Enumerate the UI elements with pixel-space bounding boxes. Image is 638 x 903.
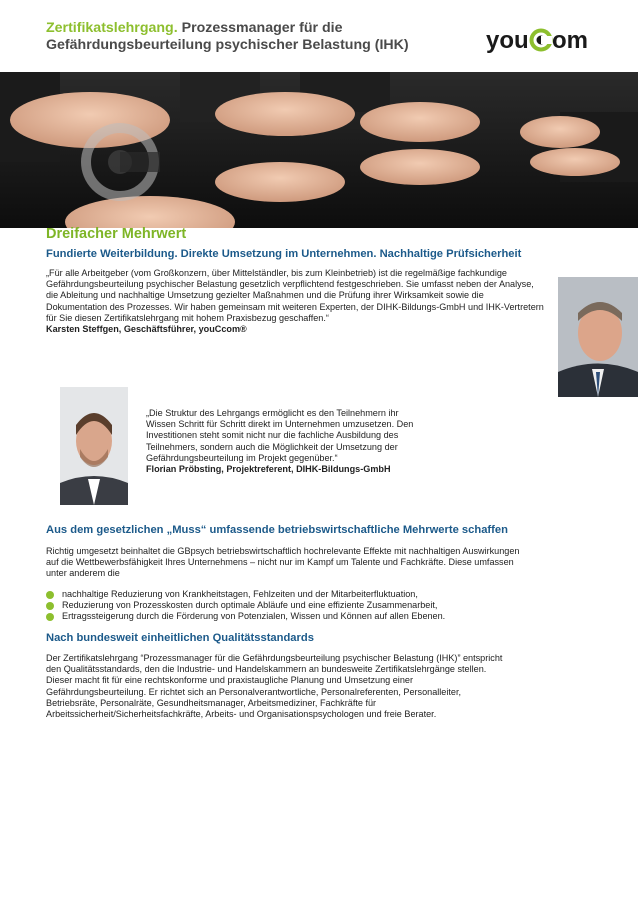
svg-text:you: you: [486, 27, 529, 54]
bullet-dot-icon: [46, 602, 54, 610]
portrait-karsten-steffgen: [558, 277, 638, 397]
quote-proebsting-text: „Die Struktur des Lehrgangs ermöglicht es den Teilnehmern ihr Wissen Schritt für Schritt direkt im Unternehmen umzusetzen. Den Investitionen steht somit nicht nur die fachliche Ausbildung des Teilnehmers, sondern auch die Möglichkeit der Umsetzung der Gefährdungsbeurteilung im Projekt gegenüber.“: [146, 408, 414, 463]
page-title: [46, 20, 466, 54]
subhead-weiterbildung: Fundierte Weiterbildung. Direkte Umsetzung im Unternehmen. Nachhaltige Prüfsicherheit: [46, 248, 522, 260]
quote-proebsting: [146, 408, 426, 475]
hero-image-hands: [0, 72, 638, 228]
portrait-florian-proebsting: [60, 387, 128, 505]
youcom-logo: [486, 24, 596, 56]
portrait-proebsting-image: [60, 387, 128, 505]
subhead-mehrwerte: Aus dem gesetzlichen „Muss“ umfassende betriebswirtschaftliche Mehrwerte schaffen: [46, 524, 508, 536]
hands-illustration: [0, 72, 638, 228]
portrait-steffgen-image: [558, 277, 638, 397]
list-item: Reduzierung von Prozesskosten durch optimale Abläufe und eine effiziente Zusammenarbeit,: [46, 600, 586, 611]
benefit-list: [46, 589, 586, 623]
section-title: Dreifacher Mehrwert: [46, 226, 187, 242]
bullet-dot-icon: [46, 613, 54, 621]
quote-steffgen: [46, 268, 546, 335]
bullet-dot-icon: [46, 591, 54, 599]
list-item: nachhaltige Reduzierung von Krankheitstagen, Fehlzeiten und der Mitarbeiterfluktuation,: [46, 589, 586, 600]
quote-proebsting-author: Florian Pröbsting, Projektreferent, DIHK-Bildungs-GmbH: [146, 464, 391, 475]
subhead-qualitaetsstandards: Nach bundesweit einheitlichen Qualitätsstandards: [46, 632, 314, 644]
quote-steffgen-text: „Für alle Arbeitgeber (vom Großkonzern, über Mittelständler, bis zum Kleinbetrieb) ist die regelmäßige fachkundige Gefährdungsbeurteilung psychischer Belastung gesetzlich verpflichtend festgeschrieben. Sie umfasst neben der Analyse, die Ableitung und nachhaltige Umsetzung gezielter Maßnahmen und die Prüfung ihrer Wirksamkeit sowie die Dokumentation des Prozesses. Wir haben gemeinsam mit weiteren Experten, der DIHK-Bildungs-GmbH und IHK-Vertretern für Sie diesen Zertifikatslehrgang mit hohem Praxisbezug geschaffen.“: [46, 268, 544, 323]
page-header: [0, 0, 638, 72]
svg-text:om: om: [552, 27, 588, 54]
title-accent: Zertifikatslehrgang.: [46, 20, 178, 36]
list-item: Ertragssteigerung durch die Förderung von Potenzialen, Wissen und Können auf allen Ebenen.: [46, 611, 586, 622]
title-rest: Prozessmanager für die Gefährdungsbeurteilung psychischer Belastung (IHK): [46, 20, 409, 53]
paragraph-mehrwerte: Richtig umgesetzt beinhaltet die GBpsych betriebswirtschaftlich hochrelevante Effekte mit nachhaltigen Auswirkungen auf die Wettbewerbsfähigkeit Ihres Unternehmens – nicht nur im Kampf um Talente und Fachkräfte. Diese umfassen unter anderem die: [46, 546, 520, 579]
quote-steffgen-author: Karsten Steffgen, Geschäftsführer, youCcom®: [46, 324, 247, 335]
paragraph-qualitaetsstandards: Der Zertifikatslehrgang “Prozessmanager für die Gefährdungsbeurteilung psychischer Belastung (IHK)” entspricht den Qualitätsstandards, den die Industrie- und Handelskammern an bundesweite Zertifikatslehrgänge stellen. Dieser macht fit für eine rechtskonforme und praxistaugliche Planung und Umsetzung einer Gefährdungsbeurteilung. Er richtet sich an Personalverantwortliche, Personalreferenten, Personalleiter, Betriebsräte, Personalräte, Gesundheitsmanager, Arbeitsmediziner, Fachkräfte für Arbeitssicherheit/Sicherheitsfachkräfte, Arbeits- und Organisationspsychologen und freie Berater.: [46, 653, 503, 720]
